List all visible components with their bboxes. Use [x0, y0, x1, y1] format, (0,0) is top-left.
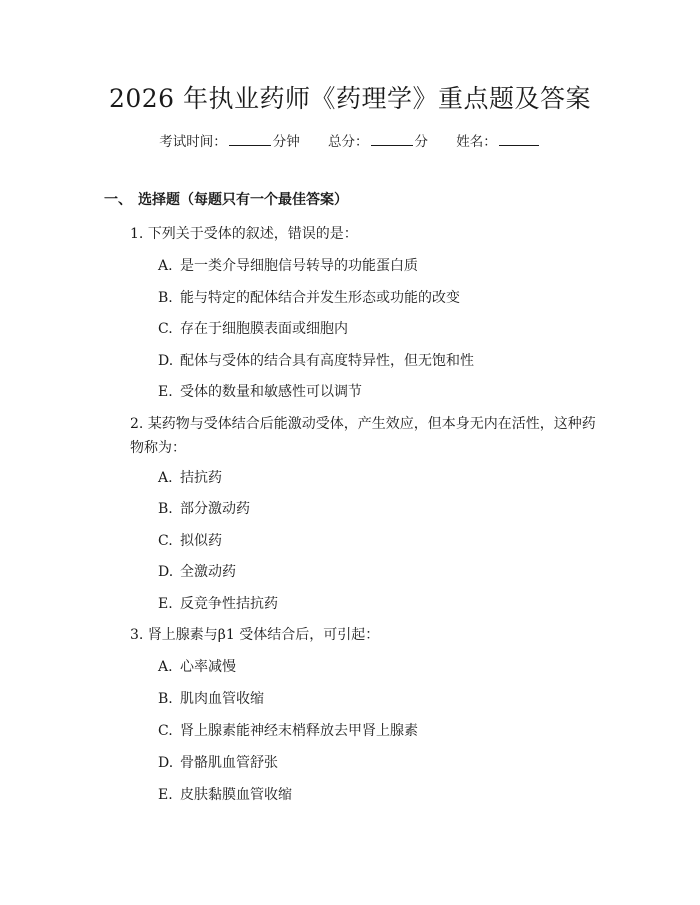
- question-2-option-d: [158, 562, 236, 582]
- name-blank: [499, 131, 539, 146]
- option-letter: D.: [158, 755, 174, 771]
- option-letter: A.: [158, 659, 173, 675]
- question-2-option-c: [158, 531, 222, 551]
- question-1-stem: [104, 222, 604, 246]
- exam-time-label: 考试时间：: [159, 134, 227, 150]
- name-field: [456, 131, 541, 152]
- option-letter: E.: [158, 787, 173, 803]
- option-letter: A.: [158, 258, 173, 274]
- question-number: 3.: [130, 627, 144, 643]
- question-1-option-c: [158, 319, 348, 339]
- question-3-option-e: [158, 785, 292, 805]
- question-1-option-d: [158, 351, 474, 371]
- exam-meta: [0, 131, 700, 152]
- option-letter: A.: [158, 470, 173, 486]
- option-text: 反竞争性拮抗药: [180, 596, 278, 612]
- question-3-option-b: [158, 689, 264, 709]
- question-3-option-d: [158, 753, 278, 773]
- question-text: 某药物与受体结合后能激动受体，产生效应，但本身无内在活性，这种药物称为：: [130, 416, 596, 456]
- total-score-label: 总分：: [328, 134, 369, 150]
- option-letter: E.: [158, 384, 173, 400]
- total-score-unit: 分: [414, 134, 428, 150]
- option-letter: B.: [158, 290, 173, 306]
- question-1-option-b: [158, 288, 460, 308]
- exam-time-field: [159, 131, 300, 152]
- option-text: 心率减慢: [180, 659, 236, 675]
- question-3-option-c: [158, 721, 418, 741]
- total-score-field: [328, 131, 428, 152]
- total-score-blank: [371, 131, 413, 146]
- option-letter: E.: [158, 596, 173, 612]
- option-letter: C.: [158, 321, 173, 337]
- option-text: 能与特定的配体结合并发生形态或功能的改变: [180, 290, 460, 306]
- option-text: 肾上腺素能神经末梢释放去甲肾上腺素: [180, 723, 418, 739]
- exam-time-blank: [229, 131, 271, 146]
- option-text: 是一类介导细胞信号转导的功能蛋白质: [180, 258, 418, 274]
- question-2-option-e: [158, 594, 278, 614]
- option-text: 拟似药: [180, 533, 222, 549]
- question-number: 2.: [130, 416, 144, 432]
- page-title: 2026 年执业药师《药理学》重点题及答案: [108, 84, 592, 113]
- exam-time-unit: 分钟: [272, 134, 300, 150]
- option-text: 骨骼肌血管舒张: [180, 755, 278, 771]
- question-text: 下列关于受体的叙述，错误的是：: [147, 226, 358, 242]
- name-label: 姓名：: [456, 134, 497, 150]
- option-text: 全激动药: [180, 564, 236, 580]
- option-text: 配体与受体的结合具有高度特异性，但无饱和性: [180, 353, 474, 369]
- option-letter: D.: [158, 353, 174, 369]
- option-text: 拮抗药: [180, 470, 222, 486]
- option-letter: C.: [158, 723, 173, 739]
- question-2-option-a: [158, 468, 222, 488]
- option-letter: B.: [158, 501, 173, 517]
- option-letter: C.: [158, 533, 173, 549]
- option-text: 部分激动药: [180, 501, 250, 517]
- question-3-option-a: [158, 657, 236, 677]
- question-2-stem: [104, 412, 600, 460]
- question-text: 肾上腺素与β1 受体结合后，可引起：: [147, 627, 380, 643]
- question-3-stem: [104, 623, 604, 647]
- option-text: 肌肉血管收缩: [180, 691, 264, 707]
- option-letter: B.: [158, 691, 173, 707]
- question-1-option-e: [158, 382, 362, 402]
- section-title: 选择题（每题只有一个最佳答案）: [138, 192, 348, 208]
- section-number: 一、: [104, 192, 132, 208]
- option-text: 受体的数量和敏感性可以调节: [180, 384, 362, 400]
- option-text: 皮肤黏膜血管收缩: [180, 787, 292, 803]
- option-letter: D.: [158, 564, 174, 580]
- section-heading: [104, 190, 348, 210]
- option-text: 存在于细胞膜表面或细胞内: [180, 321, 348, 337]
- question-1-option-a: [158, 256, 418, 276]
- question-number: 1.: [130, 226, 144, 242]
- question-2-option-b: [158, 499, 250, 519]
